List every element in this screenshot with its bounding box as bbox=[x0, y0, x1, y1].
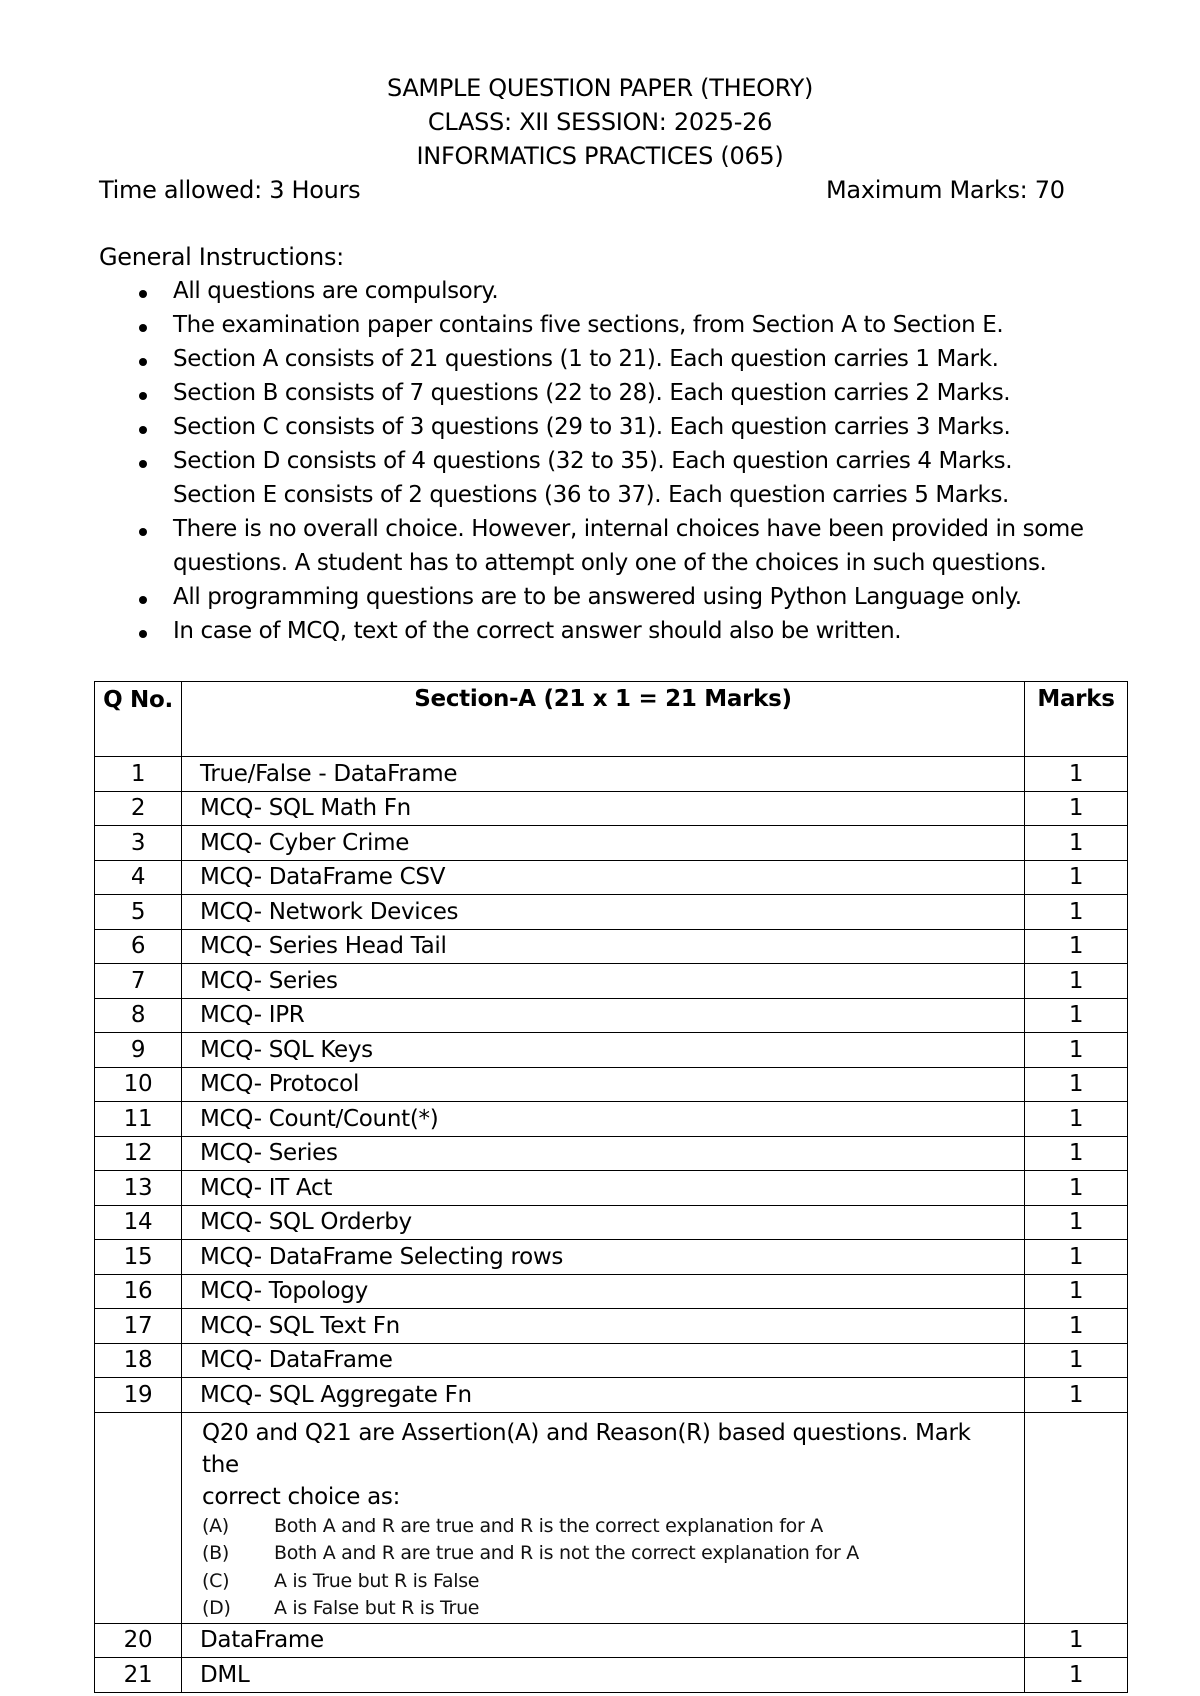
subject-title: INFORMATICS PRACTICES (065) bbox=[416, 142, 784, 170]
assertion-intro-line: correct choice as: bbox=[202, 1483, 401, 1510]
col-header-marks: Marks bbox=[1025, 682, 1128, 757]
q-number: 8 bbox=[95, 998, 182, 1033]
assertion-intro bbox=[192, 1413, 1024, 1513]
instruction-item: Section D consists of 4 questions (32 to 35). Each question carries 4 Marks. bbox=[173, 448, 1013, 474]
instruction-item: The examination paper contains five sections, from Section A to Section E. bbox=[173, 312, 1004, 338]
q-topic: MCQ- Network Devices bbox=[182, 895, 1025, 930]
table-header-row bbox=[95, 682, 1128, 757]
q-topic: MCQ- SQL Text Fn bbox=[182, 1309, 1025, 1344]
q-marks: 1 bbox=[1025, 895, 1128, 930]
assertion-reason-row bbox=[95, 1412, 1128, 1623]
col-header-section: Section-A (21 x 1 = 21 Marks) bbox=[182, 682, 1025, 757]
assertion-reason-instructions bbox=[182, 1412, 1025, 1623]
q-number: 4 bbox=[95, 860, 182, 895]
q-topic: MCQ- Protocol bbox=[182, 1067, 1025, 1102]
q-topic: MCQ- DataFrame bbox=[182, 1343, 1025, 1378]
q-topic: MCQ- Series bbox=[182, 1136, 1025, 1171]
q-marks: 1 bbox=[1025, 1343, 1128, 1378]
q-topic: MCQ- Series Head Tail bbox=[182, 929, 1025, 964]
q-topic: MCQ- IPR bbox=[182, 998, 1025, 1033]
bullet-icon bbox=[139, 392, 147, 400]
bullet-icon bbox=[139, 460, 147, 468]
q-topic: MCQ- SQL Aggregate Fn bbox=[182, 1378, 1025, 1413]
paper-title: SAMPLE QUESTION PAPER (THEORY) bbox=[386, 74, 814, 102]
q-topic: MCQ- DataFrame Selecting rows bbox=[182, 1240, 1025, 1275]
bullet-icon bbox=[139, 426, 147, 434]
q-marks: 1 bbox=[1025, 757, 1128, 792]
q-marks: 1 bbox=[1025, 1658, 1128, 1693]
q-marks: 1 bbox=[1025, 1205, 1128, 1240]
option-text: Both A and R are true and R is the correct explanation for A bbox=[274, 1514, 823, 1537]
bullet-icon bbox=[139, 324, 147, 332]
q-number: 14 bbox=[95, 1205, 182, 1240]
time-allowed: Time allowed: 3 Hours bbox=[99, 176, 361, 204]
assertion-intro-line: Q20 and Q21 are Assertion(A) and Reason(R) based questions. Mark the bbox=[202, 1419, 971, 1478]
q-number: 17 bbox=[95, 1309, 182, 1344]
assertion-option bbox=[192, 1540, 1024, 1568]
table-row bbox=[95, 1102, 1128, 1137]
q-topic: MCQ- Topology bbox=[182, 1274, 1025, 1309]
q-marks: 1 bbox=[1025, 929, 1128, 964]
q-marks: 1 bbox=[1025, 791, 1128, 826]
q-topic: MCQ- Count/Count(*) bbox=[182, 1102, 1025, 1137]
q-marks: 1 bbox=[1025, 1240, 1128, 1275]
instruction-item: Section E consists of 2 questions (36 to 37). Each question carries 5 Marks. bbox=[173, 482, 1009, 508]
table-row bbox=[95, 826, 1128, 861]
bullet-icon bbox=[139, 528, 147, 536]
q-marks: 1 bbox=[1025, 1378, 1128, 1413]
table-row bbox=[95, 895, 1128, 930]
table-row bbox=[95, 860, 1128, 895]
instruction-item: Section A consists of 21 questions (1 to 21). Each question carries 1 Mark. bbox=[173, 346, 999, 372]
q-marks: 1 bbox=[1025, 1067, 1128, 1102]
instruction-item: All questions are compulsory. bbox=[173, 278, 499, 304]
option-text: A is True but R is False bbox=[274, 1569, 480, 1592]
table-row bbox=[95, 1067, 1128, 1102]
section-a-table bbox=[94, 681, 1128, 1693]
assertion-option bbox=[192, 1513, 1024, 1541]
assertion-option bbox=[192, 1595, 1024, 1623]
option-label: (B) bbox=[202, 1542, 229, 1564]
option-label: (C) bbox=[202, 1569, 230, 1592]
q-topic: MCQ- IT Act bbox=[182, 1171, 1025, 1206]
q-number: 11 bbox=[95, 1102, 182, 1137]
q-topic: MCQ- Cyber Crime bbox=[182, 826, 1025, 861]
assertion-marks-cell bbox=[1025, 1412, 1128, 1623]
q-number: 19 bbox=[95, 1378, 182, 1413]
q-number: 10 bbox=[95, 1067, 182, 1102]
bullet-icon bbox=[139, 630, 147, 638]
q-marks: 1 bbox=[1025, 1136, 1128, 1171]
table-row bbox=[95, 1136, 1128, 1171]
table-row bbox=[95, 1309, 1128, 1344]
option-text: A is False but R is True bbox=[274, 1597, 480, 1619]
q-marks: 1 bbox=[1025, 1309, 1128, 1344]
table-row bbox=[95, 964, 1128, 999]
bullet-icon bbox=[139, 358, 147, 366]
q-number: 2 bbox=[95, 791, 182, 826]
table-row bbox=[95, 1623, 1128, 1658]
class-session: CLASS: XII SESSION: 2025-26 bbox=[427, 108, 773, 136]
q-marks: 1 bbox=[1025, 860, 1128, 895]
assertion-option bbox=[192, 1568, 1024, 1596]
col-header-qno: Q No. bbox=[95, 682, 182, 757]
instruction-item: All programming questions are to be answered using Python Language only. bbox=[173, 584, 1022, 610]
q-number: 12 bbox=[95, 1136, 182, 1171]
option-text: Both A and R are true and R is not the correct explanation for A bbox=[274, 1542, 859, 1564]
maximum-marks: Maximum Marks: 70 bbox=[826, 176, 1065, 204]
q-topic: MCQ- DataFrame CSV bbox=[182, 860, 1025, 895]
instruction-item: Section C consists of 3 questions (29 to 31). Each question carries 3 Marks. bbox=[173, 414, 1011, 440]
instruction-item: There is no overall choice. However, internal choices have been provided in some bbox=[173, 516, 1084, 542]
q-marks: 1 bbox=[1025, 1274, 1128, 1309]
q-number: 18 bbox=[95, 1343, 182, 1378]
bullet-icon bbox=[139, 290, 147, 298]
table-row bbox=[95, 757, 1128, 792]
instruction-item: In case of MCQ, text of the correct answer should also be written. bbox=[173, 618, 902, 644]
table-row bbox=[95, 1205, 1128, 1240]
q-marks: 1 bbox=[1025, 964, 1128, 999]
table-row bbox=[95, 1274, 1128, 1309]
q-marks: 1 bbox=[1025, 1623, 1128, 1658]
table-row bbox=[95, 1171, 1128, 1206]
q-topic: DataFrame bbox=[182, 1623, 1025, 1658]
table-row bbox=[95, 998, 1128, 1033]
assertion-qno-cell bbox=[95, 1412, 182, 1623]
table-row bbox=[95, 1658, 1128, 1693]
table-row bbox=[95, 791, 1128, 826]
table-row bbox=[95, 1378, 1128, 1413]
q-marks: 1 bbox=[1025, 1033, 1128, 1068]
q-topic: MCQ- SQL Math Fn bbox=[182, 791, 1025, 826]
q-topic: DML bbox=[182, 1658, 1025, 1693]
q-number: 7 bbox=[95, 964, 182, 999]
option-label: (D) bbox=[202, 1597, 231, 1619]
q-topic: True/False - DataFrame bbox=[182, 757, 1025, 792]
q-marks: 1 bbox=[1025, 1171, 1128, 1206]
q-marks: 1 bbox=[1025, 826, 1128, 861]
q-number: 13 bbox=[95, 1171, 182, 1206]
q-number: 21 bbox=[95, 1658, 182, 1693]
option-label: (A) bbox=[202, 1514, 229, 1537]
instruction-item: Section B consists of 7 questions (22 to 28). Each question carries 2 Marks. bbox=[173, 380, 1011, 406]
bullet-icon bbox=[139, 596, 147, 604]
instruction-item-continued: questions. A student has to attempt only one of the choices in such questions. bbox=[173, 550, 1047, 576]
q-number: 1 bbox=[95, 757, 182, 792]
q-number: 20 bbox=[95, 1623, 182, 1658]
table-row bbox=[95, 1033, 1128, 1068]
q-number: 16 bbox=[95, 1274, 182, 1309]
q-marks: 1 bbox=[1025, 998, 1128, 1033]
q-number: 3 bbox=[95, 826, 182, 861]
table-row bbox=[95, 1343, 1128, 1378]
q-number: 6 bbox=[95, 929, 182, 964]
q-number: 5 bbox=[95, 895, 182, 930]
q-number: 15 bbox=[95, 1240, 182, 1275]
q-topic: MCQ- SQL Keys bbox=[182, 1033, 1025, 1068]
q-number: 9 bbox=[95, 1033, 182, 1068]
q-marks: 1 bbox=[1025, 1102, 1128, 1137]
general-instructions-heading: General Instructions: bbox=[99, 243, 344, 271]
q-topic: MCQ- Series bbox=[182, 964, 1025, 999]
table-row bbox=[95, 1240, 1128, 1275]
table-row bbox=[95, 929, 1128, 964]
q-topic: MCQ- SQL Orderby bbox=[182, 1205, 1025, 1240]
